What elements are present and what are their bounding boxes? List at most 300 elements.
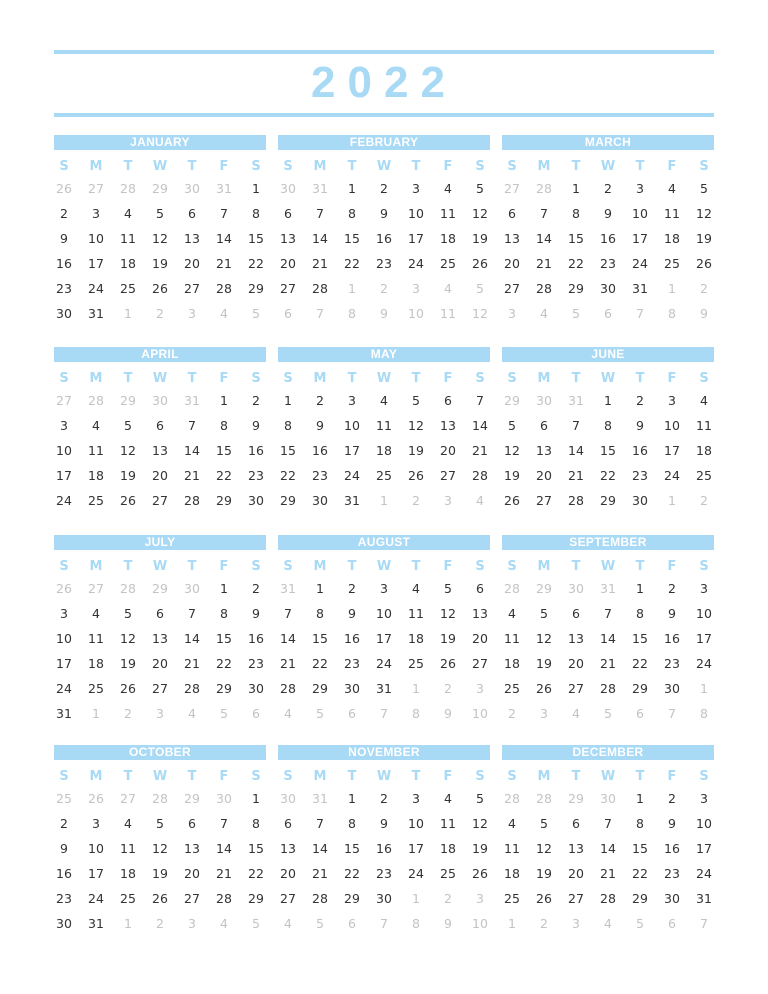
weekday-label: M: [537, 159, 551, 174]
adjacent-month-day: 10: [472, 916, 488, 931]
adjacent-month-day: 5: [252, 306, 260, 321]
week-row: [502, 786, 714, 811]
day-cell: 28: [184, 681, 200, 696]
month-october: [54, 745, 266, 936]
adjacent-month-day: 31: [184, 393, 200, 408]
week-row: [502, 836, 714, 861]
day-cell: 5: [124, 606, 132, 621]
day-cell: 27: [504, 281, 520, 296]
bottom-divider: [54, 113, 714, 117]
week-row: [502, 176, 714, 201]
day-cell: 12: [152, 841, 168, 856]
weekday-label: M: [313, 769, 327, 784]
weekday-label: T: [347, 159, 357, 174]
week-row: [502, 576, 714, 601]
day-cell: 4: [668, 181, 676, 196]
week-row: [502, 811, 714, 836]
day-cell: 6: [444, 393, 452, 408]
day-cell: 3: [60, 418, 68, 433]
day-cell: 23: [664, 656, 680, 671]
month-november: [278, 745, 490, 936]
day-cell: 22: [632, 866, 648, 881]
day-cell: 24: [344, 468, 360, 483]
day-cell: 16: [376, 841, 392, 856]
day-cell: 14: [216, 231, 232, 246]
day-cell: 2: [380, 181, 388, 196]
day-cell: 19: [696, 231, 712, 246]
day-cell: 3: [348, 393, 356, 408]
day-cell: 8: [220, 418, 228, 433]
week-row: [278, 413, 490, 438]
day-cell: 3: [700, 581, 708, 596]
day-cell: 21: [184, 656, 200, 671]
weekday-header-row: [54, 768, 266, 786]
day-cell: 21: [600, 656, 616, 671]
adjacent-month-day: 6: [252, 706, 260, 721]
day-cell: 3: [700, 791, 708, 806]
day-cell: 19: [152, 256, 168, 271]
adjacent-month-day: 1: [700, 681, 708, 696]
weekday-label: T: [411, 559, 421, 574]
adjacent-month-day: 7: [700, 916, 708, 931]
weekday-label: S: [251, 371, 261, 386]
day-cell: 25: [664, 256, 680, 271]
day-cell: 15: [216, 631, 232, 646]
day-cell: 29: [344, 891, 360, 906]
day-cell: 21: [472, 443, 488, 458]
day-cell: 13: [568, 841, 584, 856]
adjacent-month-day: 2: [540, 916, 548, 931]
day-cell: 6: [284, 206, 292, 221]
adjacent-month-day: 5: [636, 916, 644, 931]
day-cell: 30: [248, 681, 264, 696]
day-cell: 13: [568, 631, 584, 646]
day-cell: 4: [412, 581, 420, 596]
day-cell: 28: [184, 493, 200, 508]
week-row: [502, 463, 714, 488]
day-cell: 24: [632, 256, 648, 271]
adjacent-month-day: 31: [600, 581, 616, 596]
day-cell: 18: [504, 866, 520, 881]
week-row: [54, 251, 266, 276]
day-cell: 25: [696, 468, 712, 483]
day-cell: 2: [348, 581, 356, 596]
adjacent-month-day: 5: [220, 706, 228, 721]
day-cell: 27: [536, 493, 552, 508]
day-cell: 29: [216, 493, 232, 508]
day-cell: 6: [156, 606, 164, 621]
day-cell: 11: [408, 606, 424, 621]
adjacent-month-day: 1: [348, 281, 356, 296]
day-cell: 23: [376, 256, 392, 271]
day-cell: 18: [440, 231, 456, 246]
day-cell: 12: [536, 631, 552, 646]
day-cell: 8: [348, 816, 356, 831]
day-cell: 27: [184, 891, 200, 906]
day-cell: 9: [380, 206, 388, 221]
day-cell: 2: [60, 816, 68, 831]
day-cell: 2: [668, 581, 676, 596]
day-cell: 2: [60, 206, 68, 221]
day-cell: 8: [572, 206, 580, 221]
day-cell: 13: [472, 606, 488, 621]
adjacent-month-day: 3: [476, 681, 484, 696]
week-row: [502, 701, 714, 726]
weekday-label: T: [635, 559, 645, 574]
day-cell: 3: [668, 393, 676, 408]
week-row: [502, 388, 714, 413]
day-cell: 4: [124, 206, 132, 221]
day-cell: 19: [472, 231, 488, 246]
week-row: [502, 226, 714, 251]
day-cell: 1: [572, 181, 580, 196]
adjacent-month-day: 28: [120, 181, 136, 196]
week-row: [278, 701, 490, 726]
day-cell: 4: [508, 816, 516, 831]
day-cell: 15: [312, 631, 328, 646]
adjacent-month-day: 2: [156, 306, 164, 321]
adjacent-month-day: 3: [444, 493, 452, 508]
day-cell: 6: [540, 418, 548, 433]
day-cell: 7: [316, 206, 324, 221]
weekday-label: M: [89, 371, 103, 386]
weekday-label: F: [667, 159, 677, 174]
adjacent-month-day: 6: [636, 706, 644, 721]
day-cell: 15: [632, 841, 648, 856]
week-row: [278, 201, 490, 226]
day-cell: 10: [88, 231, 104, 246]
day-cell: 11: [120, 841, 136, 856]
day-cell: 1: [348, 181, 356, 196]
adjacent-month-day: 4: [284, 916, 292, 931]
month-header: MARCH: [502, 135, 714, 150]
day-cell: 3: [380, 581, 388, 596]
day-cell: 6: [188, 206, 196, 221]
day-cell: 2: [668, 791, 676, 806]
day-cell: 7: [220, 816, 228, 831]
day-cell: 26: [472, 256, 488, 271]
adjacent-month-day: 3: [540, 706, 548, 721]
weekday-label: F: [219, 559, 229, 574]
day-cell: 13: [152, 631, 168, 646]
day-cell: 5: [124, 418, 132, 433]
day-cell: 20: [568, 866, 584, 881]
day-cell: 7: [284, 606, 292, 621]
day-cell: 30: [248, 493, 264, 508]
adjacent-month-day: 9: [444, 916, 452, 931]
day-cell: 31: [344, 493, 360, 508]
day-cell: 7: [476, 393, 484, 408]
day-cell: 6: [188, 816, 196, 831]
month-header: JANUARY: [54, 135, 266, 150]
day-cell: 15: [248, 231, 264, 246]
day-cell: 23: [56, 891, 72, 906]
day-cell: 31: [88, 306, 104, 321]
day-cell: 17: [344, 443, 360, 458]
day-cell: 12: [120, 443, 136, 458]
week-row: [278, 488, 490, 513]
week-row: [502, 676, 714, 701]
weekday-label: F: [667, 769, 677, 784]
day-cell: 4: [700, 393, 708, 408]
day-cell: 30: [600, 281, 616, 296]
adjacent-month-day: 1: [412, 891, 420, 906]
weekday-label: T: [123, 769, 133, 784]
day-cell: 26: [472, 866, 488, 881]
day-cell: 20: [280, 866, 296, 881]
adjacent-month-day: 29: [536, 581, 552, 596]
day-cell: 18: [88, 656, 104, 671]
day-cell: 12: [408, 418, 424, 433]
day-cell: 10: [408, 816, 424, 831]
month-header: SEPTEMBER: [502, 535, 714, 550]
weekday-label: S: [507, 559, 517, 574]
day-cell: 30: [344, 681, 360, 696]
adjacent-month-day: 3: [476, 891, 484, 906]
adjacent-month-day: 2: [380, 281, 388, 296]
week-row: [278, 251, 490, 276]
day-cell: 13: [280, 231, 296, 246]
day-cell: 4: [508, 606, 516, 621]
day-cell: 9: [668, 816, 676, 831]
day-cell: 29: [568, 281, 584, 296]
adjacent-month-day: 31: [568, 393, 584, 408]
day-cell: 3: [92, 816, 100, 831]
day-cell: 18: [696, 443, 712, 458]
adjacent-month-day: 8: [412, 916, 420, 931]
weekday-label: F: [443, 159, 453, 174]
day-cell: 28: [568, 493, 584, 508]
week-row: [54, 836, 266, 861]
adjacent-month-day: 2: [444, 891, 452, 906]
month-february: [278, 135, 490, 326]
adjacent-month-day: 28: [536, 791, 552, 806]
adjacent-month-day: 11: [440, 306, 456, 321]
day-cell: 1: [604, 393, 612, 408]
day-cell: 22: [344, 256, 360, 271]
day-cell: 27: [568, 681, 584, 696]
week-row: [54, 463, 266, 488]
weekday-label: S: [475, 159, 485, 174]
week-row: [502, 438, 714, 463]
day-cell: 25: [440, 256, 456, 271]
weekday-header-row: [278, 768, 490, 786]
day-cell: 24: [696, 866, 712, 881]
week-row: [502, 626, 714, 651]
adjacent-month-day: 29: [504, 393, 520, 408]
day-cell: 20: [184, 866, 200, 881]
day-cell: 26: [696, 256, 712, 271]
day-cell: 18: [88, 468, 104, 483]
adjacent-month-day: 4: [476, 493, 484, 508]
week-row: [278, 276, 490, 301]
day-cell: 14: [184, 443, 200, 458]
adjacent-month-day: 31: [312, 181, 328, 196]
adjacent-month-day: 4: [604, 916, 612, 931]
day-cell: 27: [472, 656, 488, 671]
adjacent-month-day: 30: [536, 393, 552, 408]
day-cell: 5: [540, 606, 548, 621]
day-cell: 31: [376, 681, 392, 696]
day-cell: 25: [376, 468, 392, 483]
week-row: [54, 701, 266, 726]
day-cell: 9: [252, 606, 260, 621]
adjacent-month-day: 9: [700, 306, 708, 321]
day-cell: 1: [220, 393, 228, 408]
weekday-label: T: [411, 371, 421, 386]
adjacent-month-day: 1: [124, 306, 132, 321]
day-cell: 25: [504, 891, 520, 906]
day-cell: 22: [568, 256, 584, 271]
day-cell: 17: [56, 468, 72, 483]
day-cell: 1: [316, 581, 324, 596]
day-cell: 19: [536, 656, 552, 671]
day-cell: 17: [696, 841, 712, 856]
day-cell: 21: [184, 468, 200, 483]
adjacent-month-day: 7: [380, 916, 388, 931]
weekday-label: W: [376, 559, 392, 574]
day-cell: 16: [312, 443, 328, 458]
day-cell: 8: [636, 606, 644, 621]
week-row: [54, 651, 266, 676]
adjacent-month-day: 1: [380, 493, 388, 508]
day-cell: 31: [632, 281, 648, 296]
day-cell: 12: [472, 816, 488, 831]
day-cell: 23: [248, 468, 264, 483]
day-cell: 20: [536, 468, 552, 483]
day-cell: 18: [376, 443, 392, 458]
weekday-header-row: [278, 158, 490, 176]
weekday-label: S: [59, 769, 69, 784]
adjacent-month-day: 8: [348, 306, 356, 321]
day-cell: 5: [700, 181, 708, 196]
day-cell: 10: [376, 606, 392, 621]
day-cell: 8: [284, 418, 292, 433]
adjacent-month-day: 30: [280, 791, 296, 806]
day-cell: 28: [536, 281, 552, 296]
weekday-header-row: [278, 558, 490, 576]
day-cell: 26: [440, 656, 456, 671]
day-cell: 21: [312, 256, 328, 271]
weekday-label: S: [507, 371, 517, 386]
day-cell: 24: [56, 681, 72, 696]
adjacent-month-day: 5: [316, 706, 324, 721]
week-row: [54, 276, 266, 301]
day-cell: 3: [412, 181, 420, 196]
weekday-label: M: [537, 559, 551, 574]
day-cell: 7: [572, 418, 580, 433]
day-cell: 19: [152, 866, 168, 881]
adjacent-month-day: 4: [540, 306, 548, 321]
day-cell: 18: [408, 631, 424, 646]
week-row: [278, 301, 490, 326]
day-cell: 9: [316, 418, 324, 433]
adjacent-month-day: 2: [444, 681, 452, 696]
week-row: [54, 811, 266, 836]
adjacent-month-day: 30: [184, 581, 200, 596]
day-cell: 19: [472, 841, 488, 856]
day-cell: 19: [504, 468, 520, 483]
week-row: [502, 301, 714, 326]
day-cell: 21: [216, 256, 232, 271]
day-cell: 15: [632, 631, 648, 646]
day-cell: 16: [664, 631, 680, 646]
day-cell: 17: [664, 443, 680, 458]
week-row: [502, 911, 714, 936]
day-cell: 9: [60, 841, 68, 856]
adjacent-month-day: 2: [700, 493, 708, 508]
day-cell: 13: [152, 443, 168, 458]
day-cell: 20: [504, 256, 520, 271]
day-cell: 4: [444, 181, 452, 196]
adjacent-month-day: 31: [312, 791, 328, 806]
adjacent-month-day: 29: [152, 181, 168, 196]
day-cell: 22: [344, 866, 360, 881]
adjacent-month-day: 4: [284, 706, 292, 721]
weekday-label: W: [152, 769, 168, 784]
day-cell: 9: [668, 606, 676, 621]
day-cell: 4: [380, 393, 388, 408]
day-cell: 13: [184, 841, 200, 856]
week-row: [278, 676, 490, 701]
week-row: [54, 576, 266, 601]
day-cell: 14: [472, 418, 488, 433]
month-header: MAY: [278, 347, 490, 362]
day-cell: 26: [536, 681, 552, 696]
day-cell: 15: [344, 231, 360, 246]
day-cell: 25: [408, 656, 424, 671]
day-cell: 18: [664, 231, 680, 246]
weekday-label: S: [699, 159, 709, 174]
day-cell: 26: [152, 891, 168, 906]
weekday-label: S: [251, 769, 261, 784]
day-cell: 6: [156, 418, 164, 433]
adjacent-month-day: 30: [280, 181, 296, 196]
day-cell: 27: [280, 281, 296, 296]
day-cell: 11: [696, 418, 712, 433]
day-cell: 3: [60, 606, 68, 621]
day-cell: 3: [636, 181, 644, 196]
day-cell: 15: [600, 443, 616, 458]
weekday-label: F: [219, 769, 229, 784]
day-cell: 10: [56, 443, 72, 458]
top-divider: [54, 50, 714, 54]
day-cell: 26: [504, 493, 520, 508]
weekday-label: T: [347, 371, 357, 386]
day-cell: 27: [184, 281, 200, 296]
week-row: [502, 651, 714, 676]
weekday-label: T: [571, 371, 581, 386]
day-cell: 8: [604, 418, 612, 433]
weekday-label: T: [347, 769, 357, 784]
weekday-header-row: [54, 370, 266, 388]
day-cell: 29: [216, 681, 232, 696]
day-cell: 19: [536, 866, 552, 881]
day-cell: 1: [636, 581, 644, 596]
day-cell: 12: [152, 231, 168, 246]
day-cell: 11: [376, 418, 392, 433]
weekday-label: T: [411, 769, 421, 784]
adjacent-month-day: 31: [280, 581, 296, 596]
day-cell: 16: [56, 256, 72, 271]
day-cell: 10: [664, 418, 680, 433]
day-cell: 29: [248, 891, 264, 906]
day-cell: 31: [88, 916, 104, 931]
weekday-label: W: [152, 559, 168, 574]
weekday-label: M: [313, 371, 327, 386]
day-cell: 26: [120, 493, 136, 508]
day-cell: 14: [312, 231, 328, 246]
